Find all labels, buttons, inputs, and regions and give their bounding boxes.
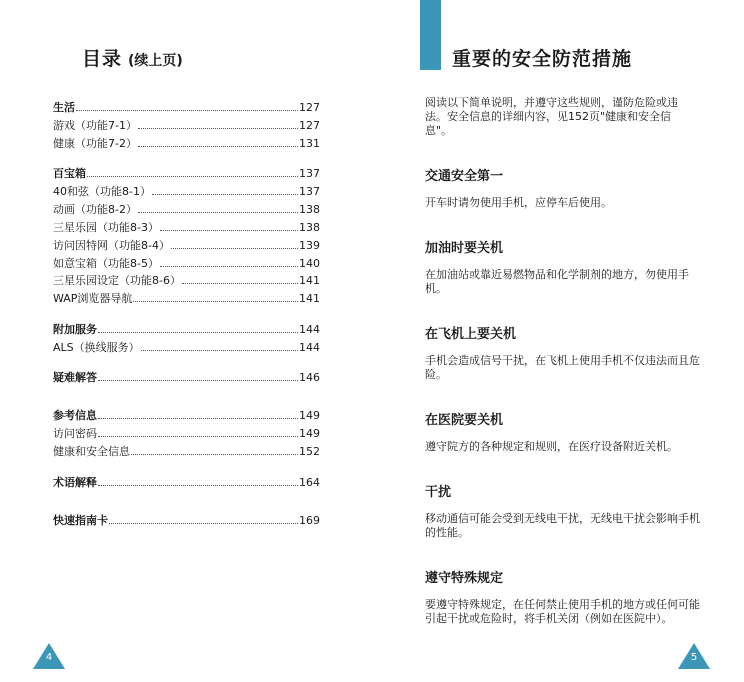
toc-entry bbox=[53, 252, 320, 270]
toc-page-number: 169 bbox=[299, 513, 320, 527]
toc-entry bbox=[53, 422, 320, 440]
toc-group bbox=[53, 96, 320, 150]
toc-page-number: 149 bbox=[299, 427, 320, 441]
toc-page-number: 127 bbox=[299, 100, 320, 114]
toc-leader-dots bbox=[98, 436, 298, 437]
toc-label: 三星乐园（功能8-3） bbox=[53, 220, 159, 234]
safety-rule bbox=[425, 326, 700, 382]
toc-section-heading bbox=[53, 471, 320, 489]
toc-section-heading bbox=[53, 509, 320, 527]
toc-leader-dots bbox=[98, 380, 298, 381]
toc-leader-dots bbox=[131, 454, 298, 455]
rule-text: 在加油站或靠近易燃物品和化学制剂的地方，勿使用手机。 bbox=[425, 268, 689, 295]
toc-section-heading bbox=[53, 366, 320, 384]
toc-label: 健康和安全信息 bbox=[53, 445, 130, 459]
toc-entry bbox=[53, 216, 320, 234]
toc-label: 访问因特网（功能8-4） bbox=[53, 238, 170, 252]
rule-text: 遵守院方的各种规定和规则，在医疗设备附近关机。 bbox=[425, 440, 678, 453]
table-of-contents bbox=[53, 96, 320, 547]
toc-page-number: 137 bbox=[299, 167, 320, 181]
toc-entry bbox=[53, 180, 320, 198]
rule-heading: 在飞机上要关机 bbox=[425, 327, 517, 342]
rule-text: 要遵守特殊规定，在任何禁止使用手机的地方或任何可能引起干扰或危险时，将手机关闭（例如在医院中）。 bbox=[425, 598, 700, 625]
toc-group bbox=[53, 471, 320, 489]
toc-entry bbox=[53, 270, 320, 288]
toc-label: 百宝箱 bbox=[53, 167, 86, 181]
toc-leader-dots bbox=[138, 128, 298, 129]
toc-label: 健康（功能7-2） bbox=[53, 136, 137, 150]
toc-leader-dots bbox=[182, 283, 298, 284]
toc-page-number: 144 bbox=[299, 322, 320, 336]
intro-paragraph: 阅读以下简单说明，并遵守这些规则，谨防危险或违法。安全信息的详细内容，见152页"健康和安全信息"。 bbox=[425, 96, 678, 137]
toc-leader-dots bbox=[160, 266, 298, 267]
toc-title-subtitle: (续上页) bbox=[128, 53, 183, 69]
page-number-badge-left bbox=[33, 643, 65, 669]
toc-page-number: 152 bbox=[299, 445, 320, 459]
rule-heading: 加油时要关机 bbox=[425, 241, 504, 256]
toc-entry bbox=[53, 440, 320, 458]
toc-leader-dots bbox=[109, 523, 298, 524]
rule-heading: 交通安全第一 bbox=[425, 169, 504, 184]
safety-rules bbox=[425, 168, 700, 626]
toc-label: 附加服务 bbox=[53, 322, 97, 336]
toc-label: WAP浏览器导航 bbox=[53, 292, 133, 306]
toc-label: 访问密码 bbox=[53, 427, 97, 441]
rule-heading: 干扰 bbox=[425, 485, 452, 500]
toc-label: 40和弦（功能8-1） bbox=[53, 184, 151, 198]
toc-title-text: 目录 bbox=[82, 48, 123, 70]
safety-rule bbox=[425, 412, 700, 454]
rule-text: 开车时请勿使用手机，应停车后使用。 bbox=[425, 196, 612, 209]
toc-entry bbox=[53, 132, 320, 150]
toc-leader-dots bbox=[98, 418, 298, 419]
toc-section-heading bbox=[53, 318, 320, 336]
toc-label: 生活 bbox=[53, 100, 75, 114]
toc-entry bbox=[53, 336, 320, 354]
toc-leader-dots bbox=[133, 301, 298, 302]
page-number-right: 5 bbox=[690, 652, 698, 663]
toc-leader-dots bbox=[171, 248, 298, 249]
page-number-left: 4 bbox=[45, 652, 53, 663]
safety-rule bbox=[425, 240, 700, 296]
accent-bar bbox=[420, 0, 441, 70]
rule-text: 手机会造成信号干扰，在飞机上使用手机不仅违法而且危险。 bbox=[425, 354, 700, 381]
toc-label: 动画（功能8-2） bbox=[53, 202, 137, 216]
toc-label: 三星乐园设定（功能8-6） bbox=[53, 274, 181, 288]
toc-page-number: 127 bbox=[299, 118, 320, 132]
toc-leader-dots bbox=[141, 350, 298, 351]
rule-heading: 在医院要关机 bbox=[425, 413, 504, 428]
toc-group bbox=[53, 162, 320, 305]
toc-section-heading bbox=[53, 404, 320, 422]
toc-leader-dots bbox=[98, 485, 298, 486]
toc-leader-dots bbox=[152, 194, 298, 195]
toc-entry bbox=[53, 234, 320, 252]
toc-leader-dots bbox=[138, 146, 298, 147]
toc-leader-dots bbox=[87, 176, 298, 177]
toc-page-number: 137 bbox=[299, 184, 320, 198]
toc-group bbox=[53, 366, 320, 384]
toc-page-number: 164 bbox=[299, 475, 320, 489]
toc-leader-dots bbox=[98, 332, 298, 333]
toc-page-number: 144 bbox=[299, 340, 320, 354]
toc-label: 如意宝箱（功能8-5） bbox=[53, 256, 159, 270]
rule-heading: 遵守特殊规定 bbox=[425, 571, 504, 586]
toc-leader-dots bbox=[160, 230, 298, 231]
toc-page-number: 149 bbox=[299, 409, 320, 423]
toc-page-number: 146 bbox=[299, 370, 320, 384]
toc-page-number: 138 bbox=[299, 202, 320, 216]
toc-page-number: 140 bbox=[299, 256, 320, 270]
page-number-badge-right bbox=[678, 643, 710, 669]
toc-label: 术语解释 bbox=[53, 475, 97, 489]
toc-entry bbox=[53, 287, 320, 305]
toc-page-number: 141 bbox=[299, 292, 320, 306]
section-title: 重要的安全防范措施 bbox=[452, 48, 633, 70]
toc-page-number: 139 bbox=[299, 238, 320, 252]
toc-section-heading bbox=[53, 96, 320, 114]
safety-rule bbox=[425, 484, 700, 540]
toc-page-number: 141 bbox=[299, 274, 320, 288]
safety-rule bbox=[425, 168, 700, 210]
rule-text: 移动通信可能会受到无线电干扰，无线电干扰会影响手机的性能。 bbox=[425, 512, 700, 539]
toc-title bbox=[82, 44, 183, 71]
toc-label: ALS（换线服务） bbox=[53, 340, 140, 354]
toc-group bbox=[53, 318, 320, 354]
toc-page-number: 138 bbox=[299, 220, 320, 234]
toc-label: 快速指南卡 bbox=[53, 513, 108, 527]
toc-page-number: 131 bbox=[299, 136, 320, 150]
toc-group bbox=[53, 404, 320, 458]
safety-rule bbox=[425, 570, 700, 626]
right-page bbox=[372, 0, 744, 682]
toc-label: 疑难解答 bbox=[53, 370, 97, 384]
toc-entry bbox=[53, 198, 320, 216]
toc-label: 参考信息 bbox=[53, 409, 97, 423]
toc-entry bbox=[53, 114, 320, 132]
toc-leader-dots bbox=[138, 212, 298, 213]
toc-leader-dots bbox=[76, 110, 298, 111]
toc-label: 游戏（功能7-1） bbox=[53, 118, 137, 132]
toc-section-heading bbox=[53, 162, 320, 180]
toc-group bbox=[53, 509, 320, 527]
